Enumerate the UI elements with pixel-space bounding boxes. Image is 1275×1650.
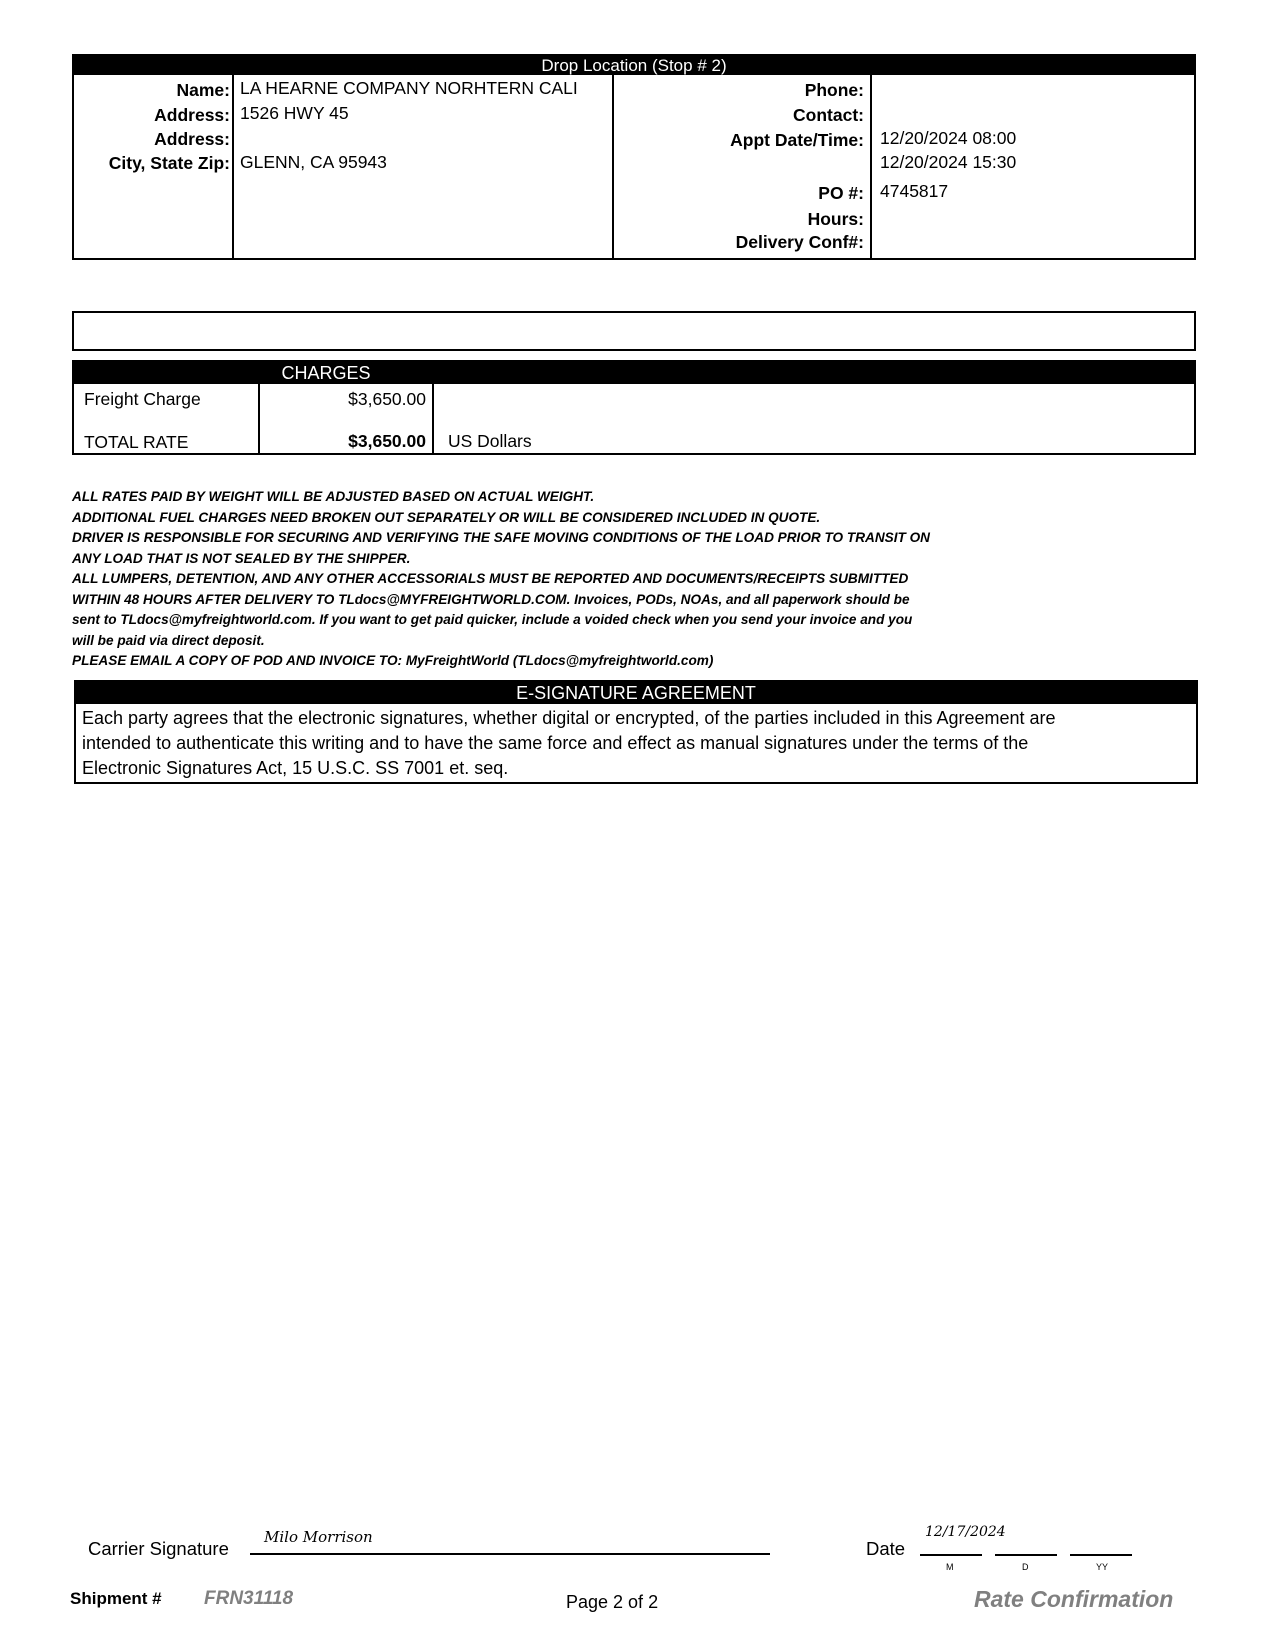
esignature-line: Each party agrees that the electronic signatures, whether digital or encrypted, of the parties included in this Agreement are [82,708,1056,728]
divider [432,384,434,453]
address-value: 1526 HWY 45 [240,103,349,123]
esignature-line: intended to authenticate this writing and to have the same force and effect as manual signatures under the terms of the [82,733,1029,753]
date-label: Date [866,1538,906,1559]
date-month-line[interactable] [920,1554,982,1556]
document-title: Rate Confirmation [974,1586,1174,1612]
total-rate-currency: US Dollars [448,431,532,451]
page-number: Page 2 of 2 [566,1592,659,1612]
terms-line: ALL LUMPERS, DETENTION, AND ANY OTHER ACCESSORIALS MUST BE REPORTED AND DOCUMENTS/RECEIPTS SUBMITTED [72,571,909,586]
total-rate-amount: $3,650.00 [348,431,426,451]
po-label: PO #: [818,183,864,203]
date-value: 12/17/2024 [925,1524,1006,1540]
appt-end-value: 12/20/2024 15:30 [880,152,1017,172]
esignature-section [74,680,1198,784]
name-label: Name: [176,80,230,100]
date-day-line[interactable] [995,1554,1057,1556]
phone-label: Phone: [804,80,864,100]
name-value: LA HEARNE COMPANY NORHTERN CALI [240,78,578,98]
city-state-zip-value: GLENN, CA 95943 [240,152,387,172]
terms-text [72,487,1032,672]
carrier-signature-label: Carrier Signature [88,1538,229,1559]
address-label: Address: [154,105,230,125]
shipment-label: Shipment # [70,1589,162,1608]
divider [232,75,234,258]
notes-box [72,311,1196,351]
carrier-signature-line[interactable] [250,1553,770,1555]
charges-title: CHARGES [281,363,371,383]
divider [612,75,614,258]
city-state-zip-label: City, State Zip: [108,153,230,173]
drop-location-title: Drop Location (Stop # 2) [74,56,1194,75]
contact-label: Contact: [793,105,864,125]
charges-section [72,360,1196,455]
terms-line: ALL RATES PAID BY WEIGHT WILL BE ADJUSTED BASED ON ACTUAL WEIGHT. [72,489,595,504]
freight-charge-amount: $3,650.00 [348,389,426,409]
carrier-signature-value: Milo Morrison [264,1528,373,1546]
appt-label: Appt Date/Time: [730,130,864,150]
drop-location-section [72,54,1196,260]
appt-start-value: 12/20/2024 08:00 [880,128,1017,148]
terms-line: ANY LOAD THAT IS NOT SEALED BY THE SHIPPER. [72,550,411,566]
month-caption: M [946,1562,954,1572]
delivery-conf-label: Delivery Conf#: [735,232,864,252]
terms-line: DRIVER IS RESPONSIBLE FOR SECURING AND VERIFYING THE SAFE MOVING CONDITIONS OF THE LOAD PRIOR TO TRANSIT ON [72,530,930,545]
shipment-number: FRN31118 [204,1588,294,1609]
address2-label: Address: [154,129,230,149]
esignature-line: Electronic Signatures Act, 15 U.S.C. SS 7001 et. seq. [82,758,509,778]
year-caption: YY [1096,1562,1109,1572]
day-caption: D [1022,1562,1029,1572]
esignature-text [82,706,1190,781]
terms-line: ADDITIONAL FUEL CHARGES NEED BROKEN OUT SEPARATELY OR WILL BE CONSIDERED INCLUDED IN QUOTE. [72,509,821,525]
freight-charge-label: Freight Charge [84,389,201,409]
terms-line: will be paid via direct deposit. [72,632,265,648]
total-rate-label: TOTAL RATE [84,432,189,452]
esignature-title: E-SIGNATURE AGREEMENT [76,682,1196,704]
date-year-line[interactable] [1070,1554,1132,1556]
divider [258,384,260,453]
terms-line: PLEASE EMAIL A COPY OF POD AND INVOICE TO: MyFreightWorld (TLdocs@myfreightworld.com) [72,653,714,668]
hours-label: Hours: [807,209,864,229]
terms-line: sent to TLdocs@myfreightworld.com. If you want to get paid quicker, include a voided check when you send your invoice and you [72,612,913,627]
divider [870,75,872,258]
terms-line: WITHIN 48 HOURS AFTER DELIVERY TO TLdocs@MYFREIGHTWORLD.COM. Invoices, PODs, NOAs, and all paperwork should be [72,591,910,607]
po-value: 4745817 [880,181,949,201]
